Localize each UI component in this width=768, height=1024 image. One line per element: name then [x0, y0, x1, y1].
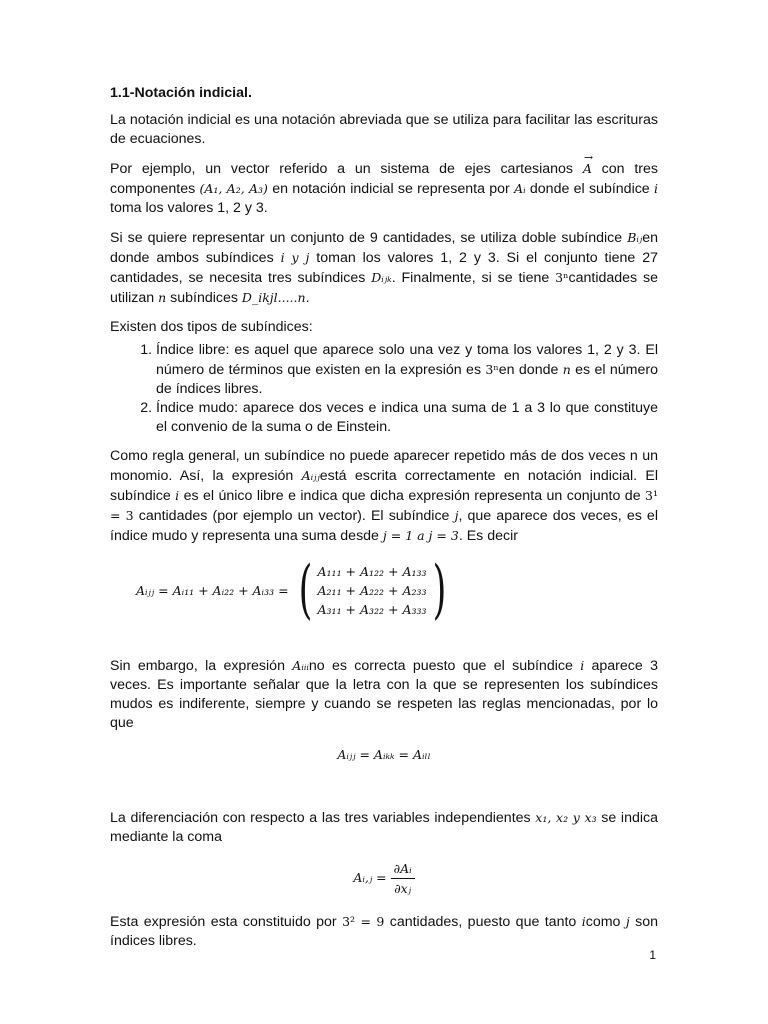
equation-expansion: [136, 553, 658, 627]
paragraph-vector-example: Por ejemplo, un vector referido a un sistema de ejes cartesianos → A con tres componentes (A₁, A₂, A₃) en notación indicial se representa por Aᵢ donde el subíndice i toma los valores 1, 2 y 3.: [110, 151, 658, 216]
math-i: i: [654, 181, 658, 196]
right-paren-icon: ): [432, 553, 446, 627]
left-paren-icon: (: [298, 553, 312, 627]
paragraph-multi-index: Si se quiere representar un conjunto de 9 cantidades, se utiliza doble subíndice Bᵢⱼen donde ambos subíndices i y j toman los valores 1, 2 y 3. Si el conjunto tiene 27 cantidades, se necesita tres subíndices Dᵢⱼₖ. Finalmente, si se tiene 3ⁿcantidades se utilizan n subíndices D_ikjl.....n.: [110, 230, 659, 306]
matrix: [293, 553, 452, 627]
equation-lhs: Aᵢⱼⱼ = Aᵢ₁₁ + Aᵢ₂₂ + Aᵢ₃₃ =: [136, 582, 289, 598]
math-dijk: Dᵢⱼₖ: [371, 270, 392, 285]
matrix-row: A₃₁₁ + A₃₂₂ + A₃₃₃: [317, 601, 427, 617]
document-page: [110, 84, 658, 961]
math-bij: Bᵢⱼ: [627, 230, 643, 245]
paragraph-conclusion: Esta expresión esta constituido por 3² = 9 cantidades, puesto que tanto icomo j son índices libres.: [110, 914, 658, 949]
equation-equivalence: Aᵢⱼⱼ = Aᵢₖₖ = Aᵢₗₗ: [337, 747, 431, 762]
matrix-row: A₁₁₁ + A₁₂₂ + A₁₃₃: [317, 563, 427, 579]
paragraph-rule: Como regla general, un subíndice no puede aparecer repetido más de dos veces n un monomio. Así, la expresión Aᵢⱼⱼestá escrita correctamente en notación indicial. El subíndice i es el único libre e indica que dicha expresión representa un conjunto de 3¹ = 3 cantidades (por ejemplo un vector). El subíndice j, que aparece dos veces, es el índice mudo y representa una suma desde j = 1 a j = 3. Es decir: [110, 448, 658, 544]
math-i-y-j: i y j: [280, 250, 310, 265]
fraction-numerator: ∂Aᵢ: [391, 859, 415, 879]
list-item: 1. Índice libre: es aquel que aparece solo una vez y toma los valores 1, 2 y 3. El número de términos que existen en la expresión es 3ⁿen donde n es el número de índices libres.: [156, 341, 658, 399]
paragraph-intro: La notación indicial es una notación abreviada que se utiliza para facilitar las escrituras de ecuaciones.: [110, 112, 658, 147]
math-n: n: [158, 290, 167, 305]
section-heading: 1.1-Notación indicial.: [110, 85, 252, 101]
math-ai: Aᵢ: [514, 181, 526, 196]
paragraph-incorrect: Sin embargo, la expresión Aᵢᵢᵢno es correcta puesto que el subíndice i aparece 3 veces. Es importante señalar que la letra con la que se representen los subíndices mudos es indiferente, siempre y cuando se respeten las reglas mencionadas, por lo que: [110, 658, 658, 731]
paragraph-types: Existen dos tipos de subíndices:: [110, 319, 313, 335]
math-dikjl: D_ikjl.....n: [241, 290, 306, 305]
equation-derivative: Aᵢ,ⱼ = $\frac{\text{∂Aᵢ}}{\text{∂xⱼ}}$: [110, 859, 658, 898]
index-types-list: [110, 341, 658, 437]
page-number: 1: [649, 948, 656, 962]
paragraph-differentiation: La diferenciación con respecto a las tres variables independientes x₁, x₂ y x₃ se indica mediante la coma: [110, 810, 658, 845]
matrix-row: A₂₁₁ + A₂₂₂ + A₂₃₃: [317, 582, 427, 598]
math-components: (A₁, A₂, A₃): [199, 181, 268, 196]
math-3n: 3ⁿ: [555, 270, 569, 285]
list-item: 2. Índice mudo: aparece dos veces e indica una suma de 1 a 3 lo que constituye el convenio de la suma o de Einstein.: [156, 399, 658, 437]
vector-symbol: → A: [582, 151, 594, 176]
fraction-denominator: ∂xⱼ: [394, 881, 412, 896]
